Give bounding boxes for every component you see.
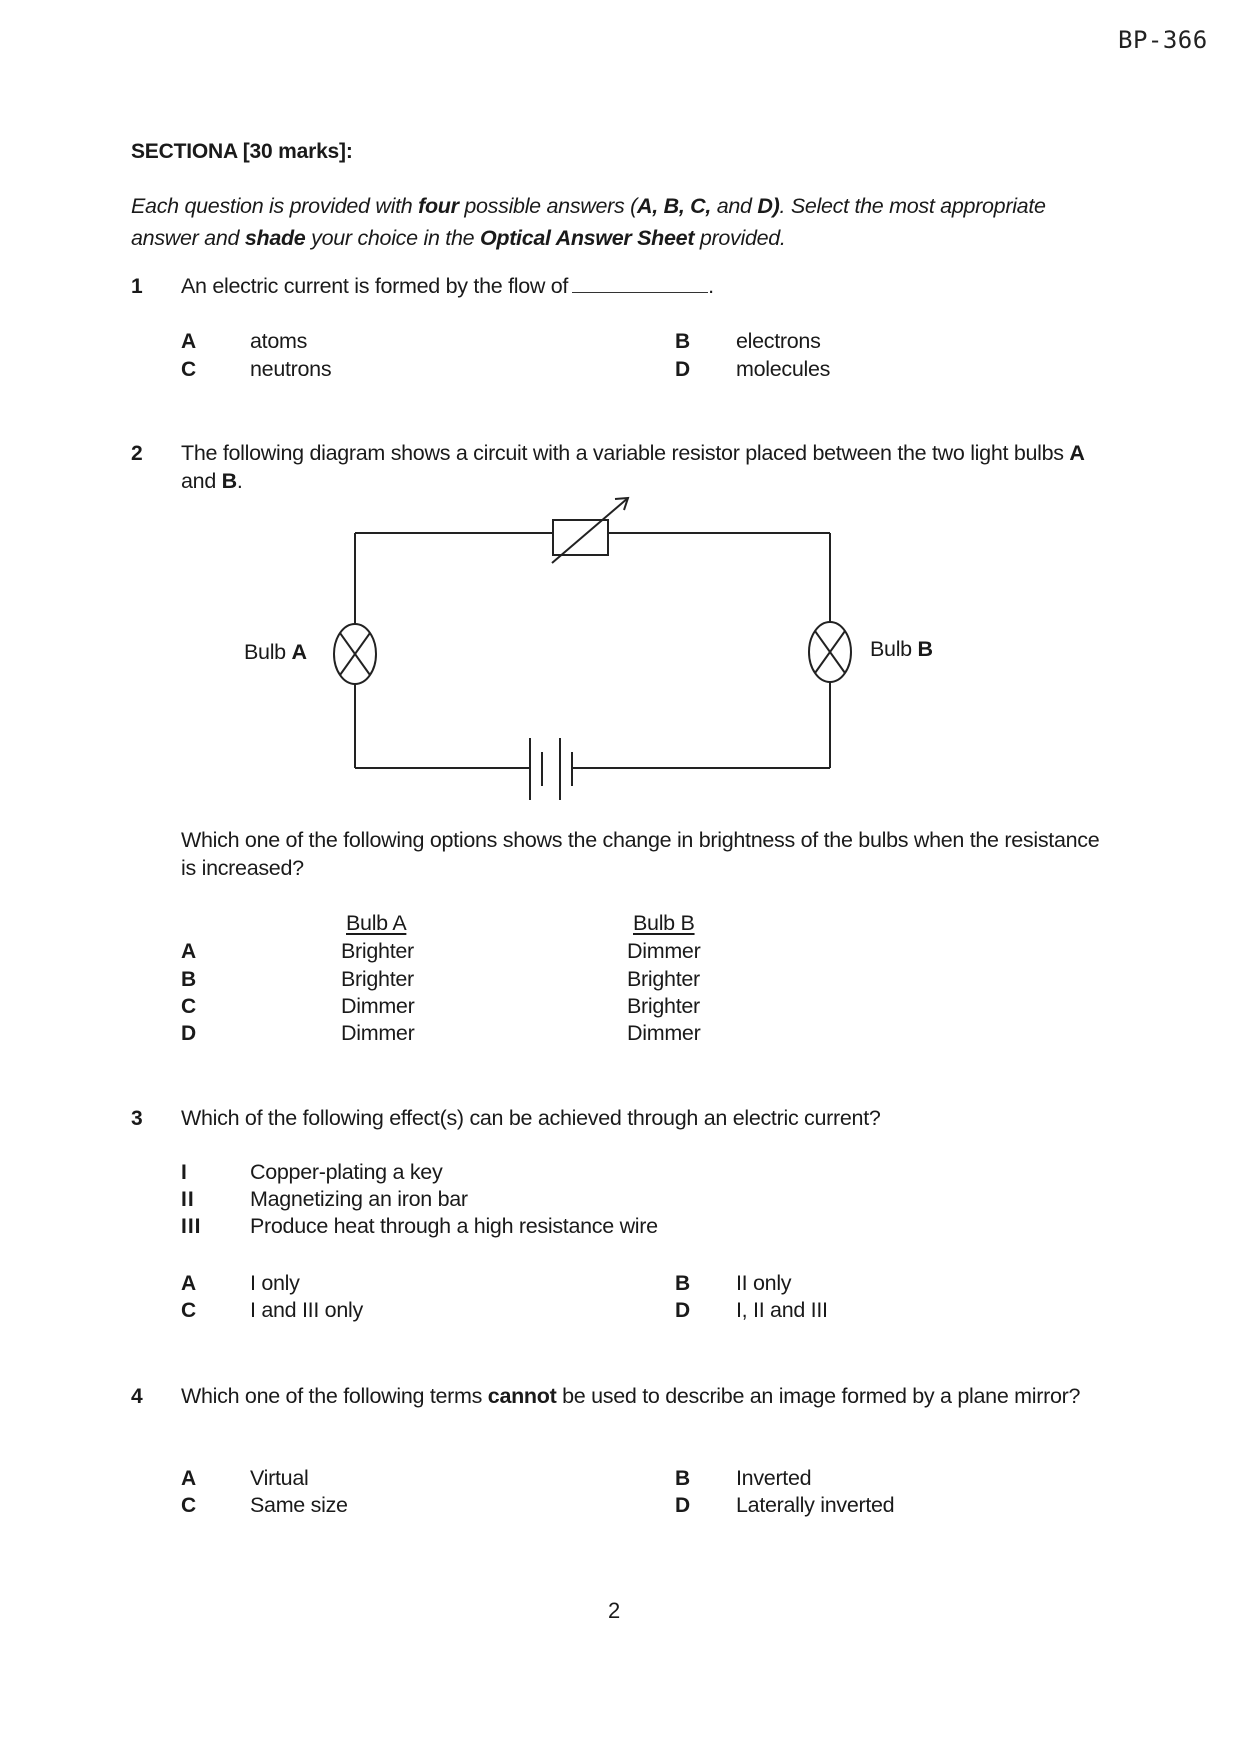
circuit-diagram [230, 490, 970, 810]
option-letter: A [181, 940, 197, 963]
table-cell: Brighter [627, 967, 700, 991]
table-cell: Brighter [627, 994, 700, 1018]
table-header-bulb-b: Bulb B [633, 911, 695, 935]
instruction-bold: D) [757, 194, 780, 218]
statement-numeral: I [181, 1161, 188, 1184]
section-instructions [131, 190, 1111, 254]
option-text: neutrons [250, 357, 332, 381]
section-title: SECTIONA [30 marks]: [131, 140, 353, 163]
option-text: Laterally inverted [736, 1493, 895, 1517]
instruction-text: your choice in the [305, 226, 480, 250]
question-stem: . [236, 469, 243, 493]
question-bold: cannot [487, 1384, 557, 1408]
question-text [181, 272, 714, 300]
question-text: Which of the following effect(s) can be achieved through an electric current? [181, 1106, 881, 1130]
statement-numeral: II [181, 1188, 195, 1211]
option-text: II only [736, 1271, 792, 1295]
instruction-bold: Optical Answer Sheet [479, 226, 695, 250]
answer-blank [572, 274, 708, 293]
option-letter: B [675, 1467, 691, 1490]
option-letter: C [181, 358, 197, 381]
question-stem: The following diagram shows a circuit with a variable resistor placed between the two light bulbs [181, 441, 1070, 465]
question-followup: Which one of the following options shows the change in brightness of the bulbs when the resistance is increased? [181, 828, 1100, 880]
bulb-a-label [244, 640, 307, 665]
statement-text: Magnetizing an iron bar [250, 1187, 468, 1211]
variable-resistor-arrow [552, 498, 628, 563]
instruction-bold: A, B, C, [637, 194, 712, 218]
bulb-label-text: Bulb [244, 640, 292, 664]
instruction-text: . Select the most appropriate answer and [131, 194, 1046, 250]
question-stem: and [181, 469, 222, 493]
option-letter: A [181, 1272, 197, 1295]
statement-numeral: III [181, 1215, 202, 1238]
instruction-bold: shade [244, 226, 306, 250]
table-cell: Dimmer [627, 939, 701, 963]
table-header-bulb-a: Bulb A [346, 911, 407, 935]
option-text: I and III only [250, 1298, 363, 1322]
table-cell: Dimmer [341, 994, 415, 1018]
option-letter: D [675, 358, 691, 381]
question-stem: An electric current is formed by the flow of [181, 274, 569, 298]
statement-text: Produce heat through a high resistance wire [250, 1214, 658, 1238]
option-letter: C [181, 1494, 197, 1517]
bulb-label-text: Bulb [870, 637, 918, 661]
question-number: 4 [131, 1385, 143, 1408]
option-text: I, II and III [736, 1298, 828, 1322]
question-number: 3 [131, 1107, 143, 1130]
option-text: Inverted [736, 1466, 812, 1490]
instruction-text: provided. [694, 226, 786, 250]
question-text [181, 1382, 1101, 1410]
question-number: 2 [131, 442, 143, 465]
instruction-bold: four [418, 194, 459, 218]
option-letter: A [181, 1467, 197, 1490]
option-text: electrons [736, 329, 821, 353]
option-text: atoms [250, 329, 308, 353]
option-letter: C [181, 995, 197, 1018]
question-bold: A [1069, 441, 1085, 465]
table-cell: Brighter [341, 967, 414, 991]
option-letter: B [675, 1272, 691, 1295]
table-cell: Brighter [341, 939, 414, 963]
document-code: BP-366 [1118, 26, 1208, 54]
option-letter: B [675, 330, 691, 353]
option-letter: A [181, 330, 197, 353]
option-letter: B [181, 968, 197, 991]
option-letter: D [181, 1022, 197, 1045]
page-number: 2 [608, 1598, 621, 1623]
bulb-b-label [870, 637, 933, 662]
statement-text: Copper-plating a key [250, 1160, 443, 1184]
question-stem: Which one of the following terms [181, 1384, 488, 1408]
option-text: I only [250, 1271, 300, 1295]
instruction-text: and [711, 194, 758, 218]
instruction-text: possible answers ( [458, 194, 638, 218]
option-text: Virtual [250, 1466, 309, 1490]
question-bold: B [221, 469, 237, 493]
question-stem: be used to describe an image formed by a plane mirror? [556, 1384, 1081, 1408]
bulb-label-letter: A [291, 640, 307, 664]
option-letter: D [675, 1299, 691, 1322]
option-letter: D [675, 1494, 691, 1517]
question-text [181, 439, 1101, 495]
option-text: Same size [250, 1493, 348, 1517]
question-suffix: . [708, 274, 714, 298]
question-number: 1 [131, 275, 143, 298]
table-cell: Dimmer [627, 1021, 701, 1045]
table-cell: Dimmer [341, 1021, 415, 1045]
option-text: molecules [736, 357, 831, 381]
instruction-text: Each question is provided with [131, 194, 419, 218]
option-letter: C [181, 1299, 197, 1322]
bulb-label-letter: B [917, 637, 933, 661]
